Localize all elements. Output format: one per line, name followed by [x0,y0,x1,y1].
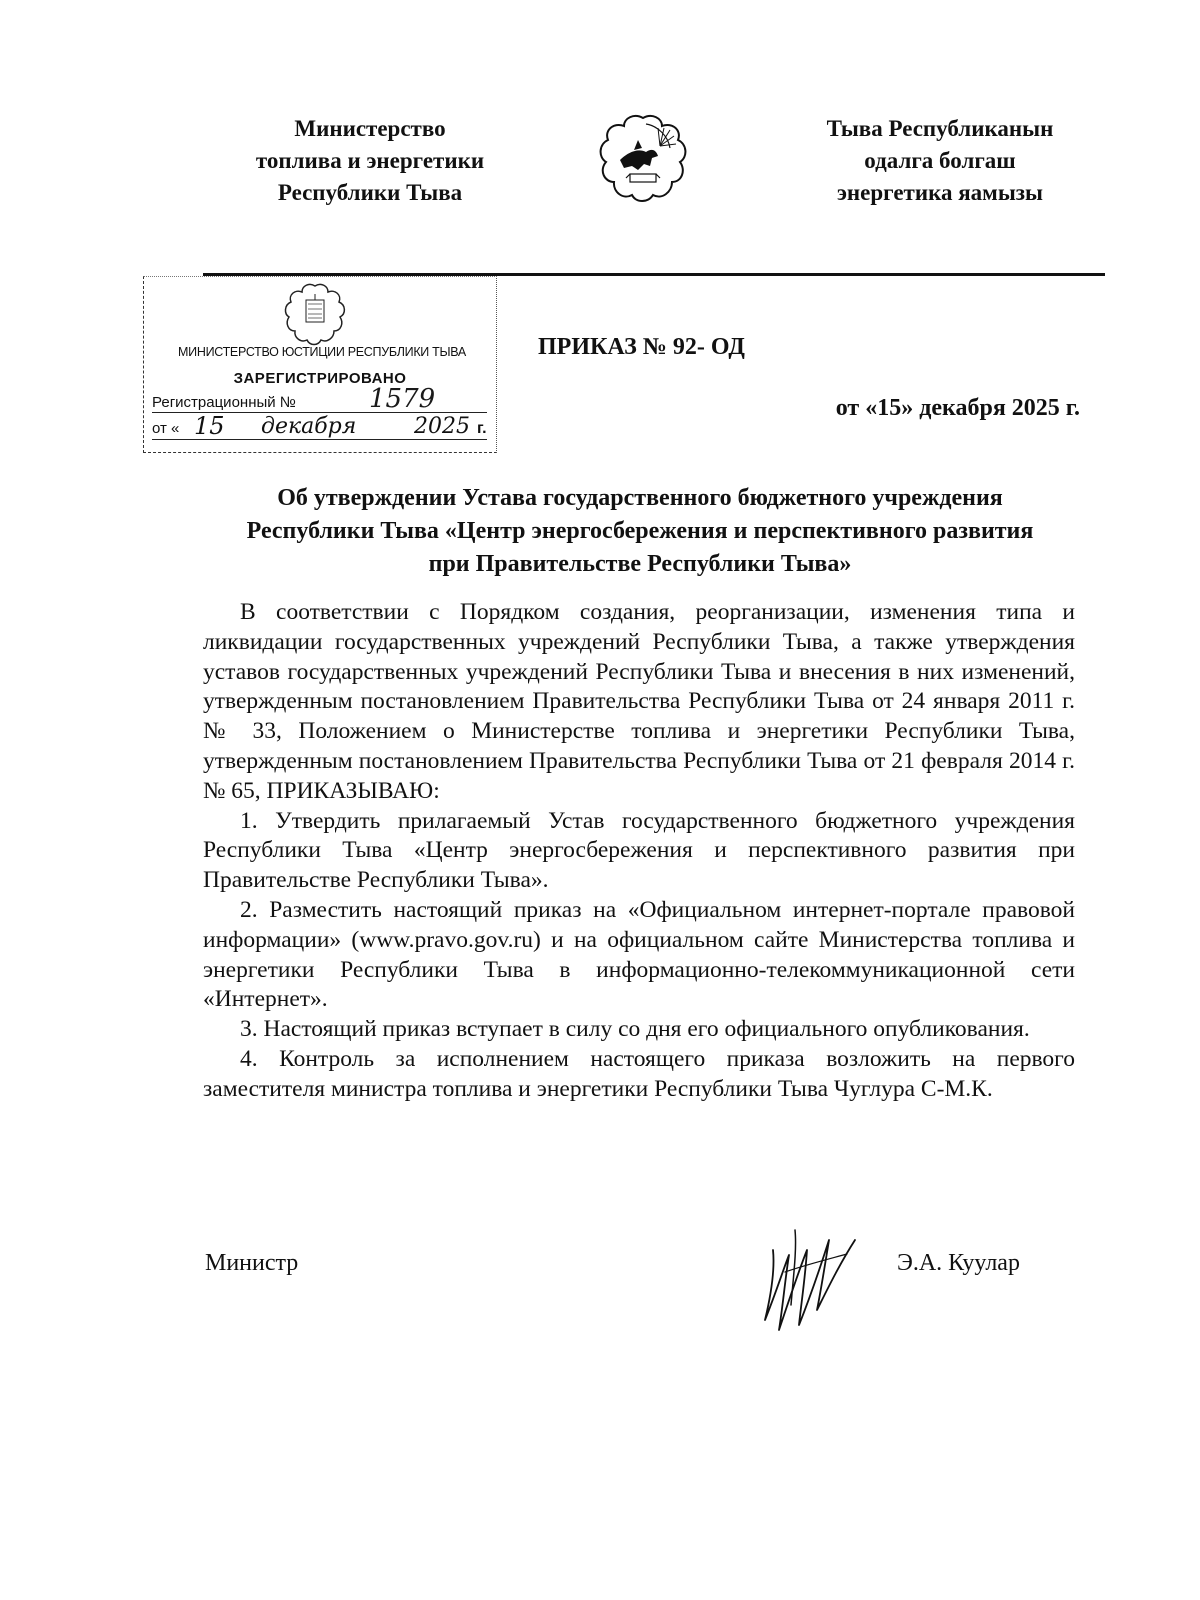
ministry-name-tyv [790,113,1090,209]
document-body [203,598,1075,1105]
document-title-line: Республики Тыва «Центр энергосбережения и перспективного развития [246,518,1034,544]
document-title-line: Об утверждении Устава государственного бюджетного учреждения [277,485,1003,511]
stamp-month: декабря [261,414,357,439]
ministry-name-ru-line: топлива и энергетики [255,148,485,173]
order-item-4: 4. Контроль за исполнением настоящего приказа возложить на первого заместителя министра топлива и энергетики Республики Тыва Чуглура С-М.К. [203,1045,1075,1102]
stamp-date-underline [152,439,487,440]
ministry-name-ru-line: Республики Тыва [277,180,463,205]
signer-role: Министр [205,1250,299,1276]
stamp-status: ЗАРЕГИСТРИРОВАНО [233,370,407,387]
order-date: от «15» декабря 2025 г. [835,395,1080,421]
order-item-3: 3. Настоящий приказ вступает в силу со дня его официального опубликования. [240,1016,1030,1043]
order-title: ПРИКАЗ № 92- ОД [538,334,745,360]
handwritten-signature [755,1210,865,1340]
stamp-reg-label: Регистрационный № [152,394,296,411]
stamp-year-unit: г. [477,420,487,437]
tuva-emblem-icon [598,112,688,204]
document-title [160,482,1120,581]
ministry-name-ru [200,113,540,209]
ministry-name-tyv-line: одалга болгаш [864,148,1016,173]
stamp-year-suffix: 25 [442,414,470,439]
stamp-day: 15 [194,412,225,440]
stamp-org-name: МИНИСТЕРСТВО ЮСТИЦИИ РЕСПУБЛИКИ ТЫВА [178,345,466,359]
order-item-1: 1. Утвердить прилагаемый Устав государственного бюджетного учреждения Республики Тыва «Центр энергосбережения и перспективного развития при Правительстве Республики Тыва». [203,807,1075,894]
preamble-paragraph: В соответствии с Порядком создания, реорганизации, изменения типа и ликвидации государственных учреждений Республики Тыва, а также утверждения уставов государственных учреждений Республики Тыва и внесения в них изменений, утвержденным постановлением Правительства Республики Тыва от 24 января 2011 г. № 33, Положением о Министерстве топлива и энергетики Республики Тыва, утвержденным постановлением Правительства Республики Тыва от 21 февраля 2014 г. № 65, ПРИКАЗЫВАЮ: [203,599,1075,804]
stamp-year [414,414,487,439]
stamp-from-label: от « [152,420,180,437]
stamp-year-prefix: 20 [414,414,442,439]
stamp-reg-number: 1579 [369,384,436,414]
registration-stamp [143,276,497,453]
ministry-name-tyv-line: энергетика яамызы [836,180,1043,205]
order-item-2: 2. Разместить настоящий приказ на «Официальном интернет-портале правовой информации» (www.pravo.gov.ru) и на официальном сайте Министерства топлива и энергетики Республики Тыва в информационно-телекоммуникационной сети «Интернет». [203,896,1075,1013]
stamp-emblem-icon [284,282,346,346]
signer-name: Э.А. Куулар [897,1250,1020,1276]
document-title-line: при Правительстве Республики Тыва» [428,551,852,577]
ministry-name-ru-line: Министерство [294,116,446,141]
ministry-name-tyv-line: Тыва Республиканын [826,116,1054,141]
